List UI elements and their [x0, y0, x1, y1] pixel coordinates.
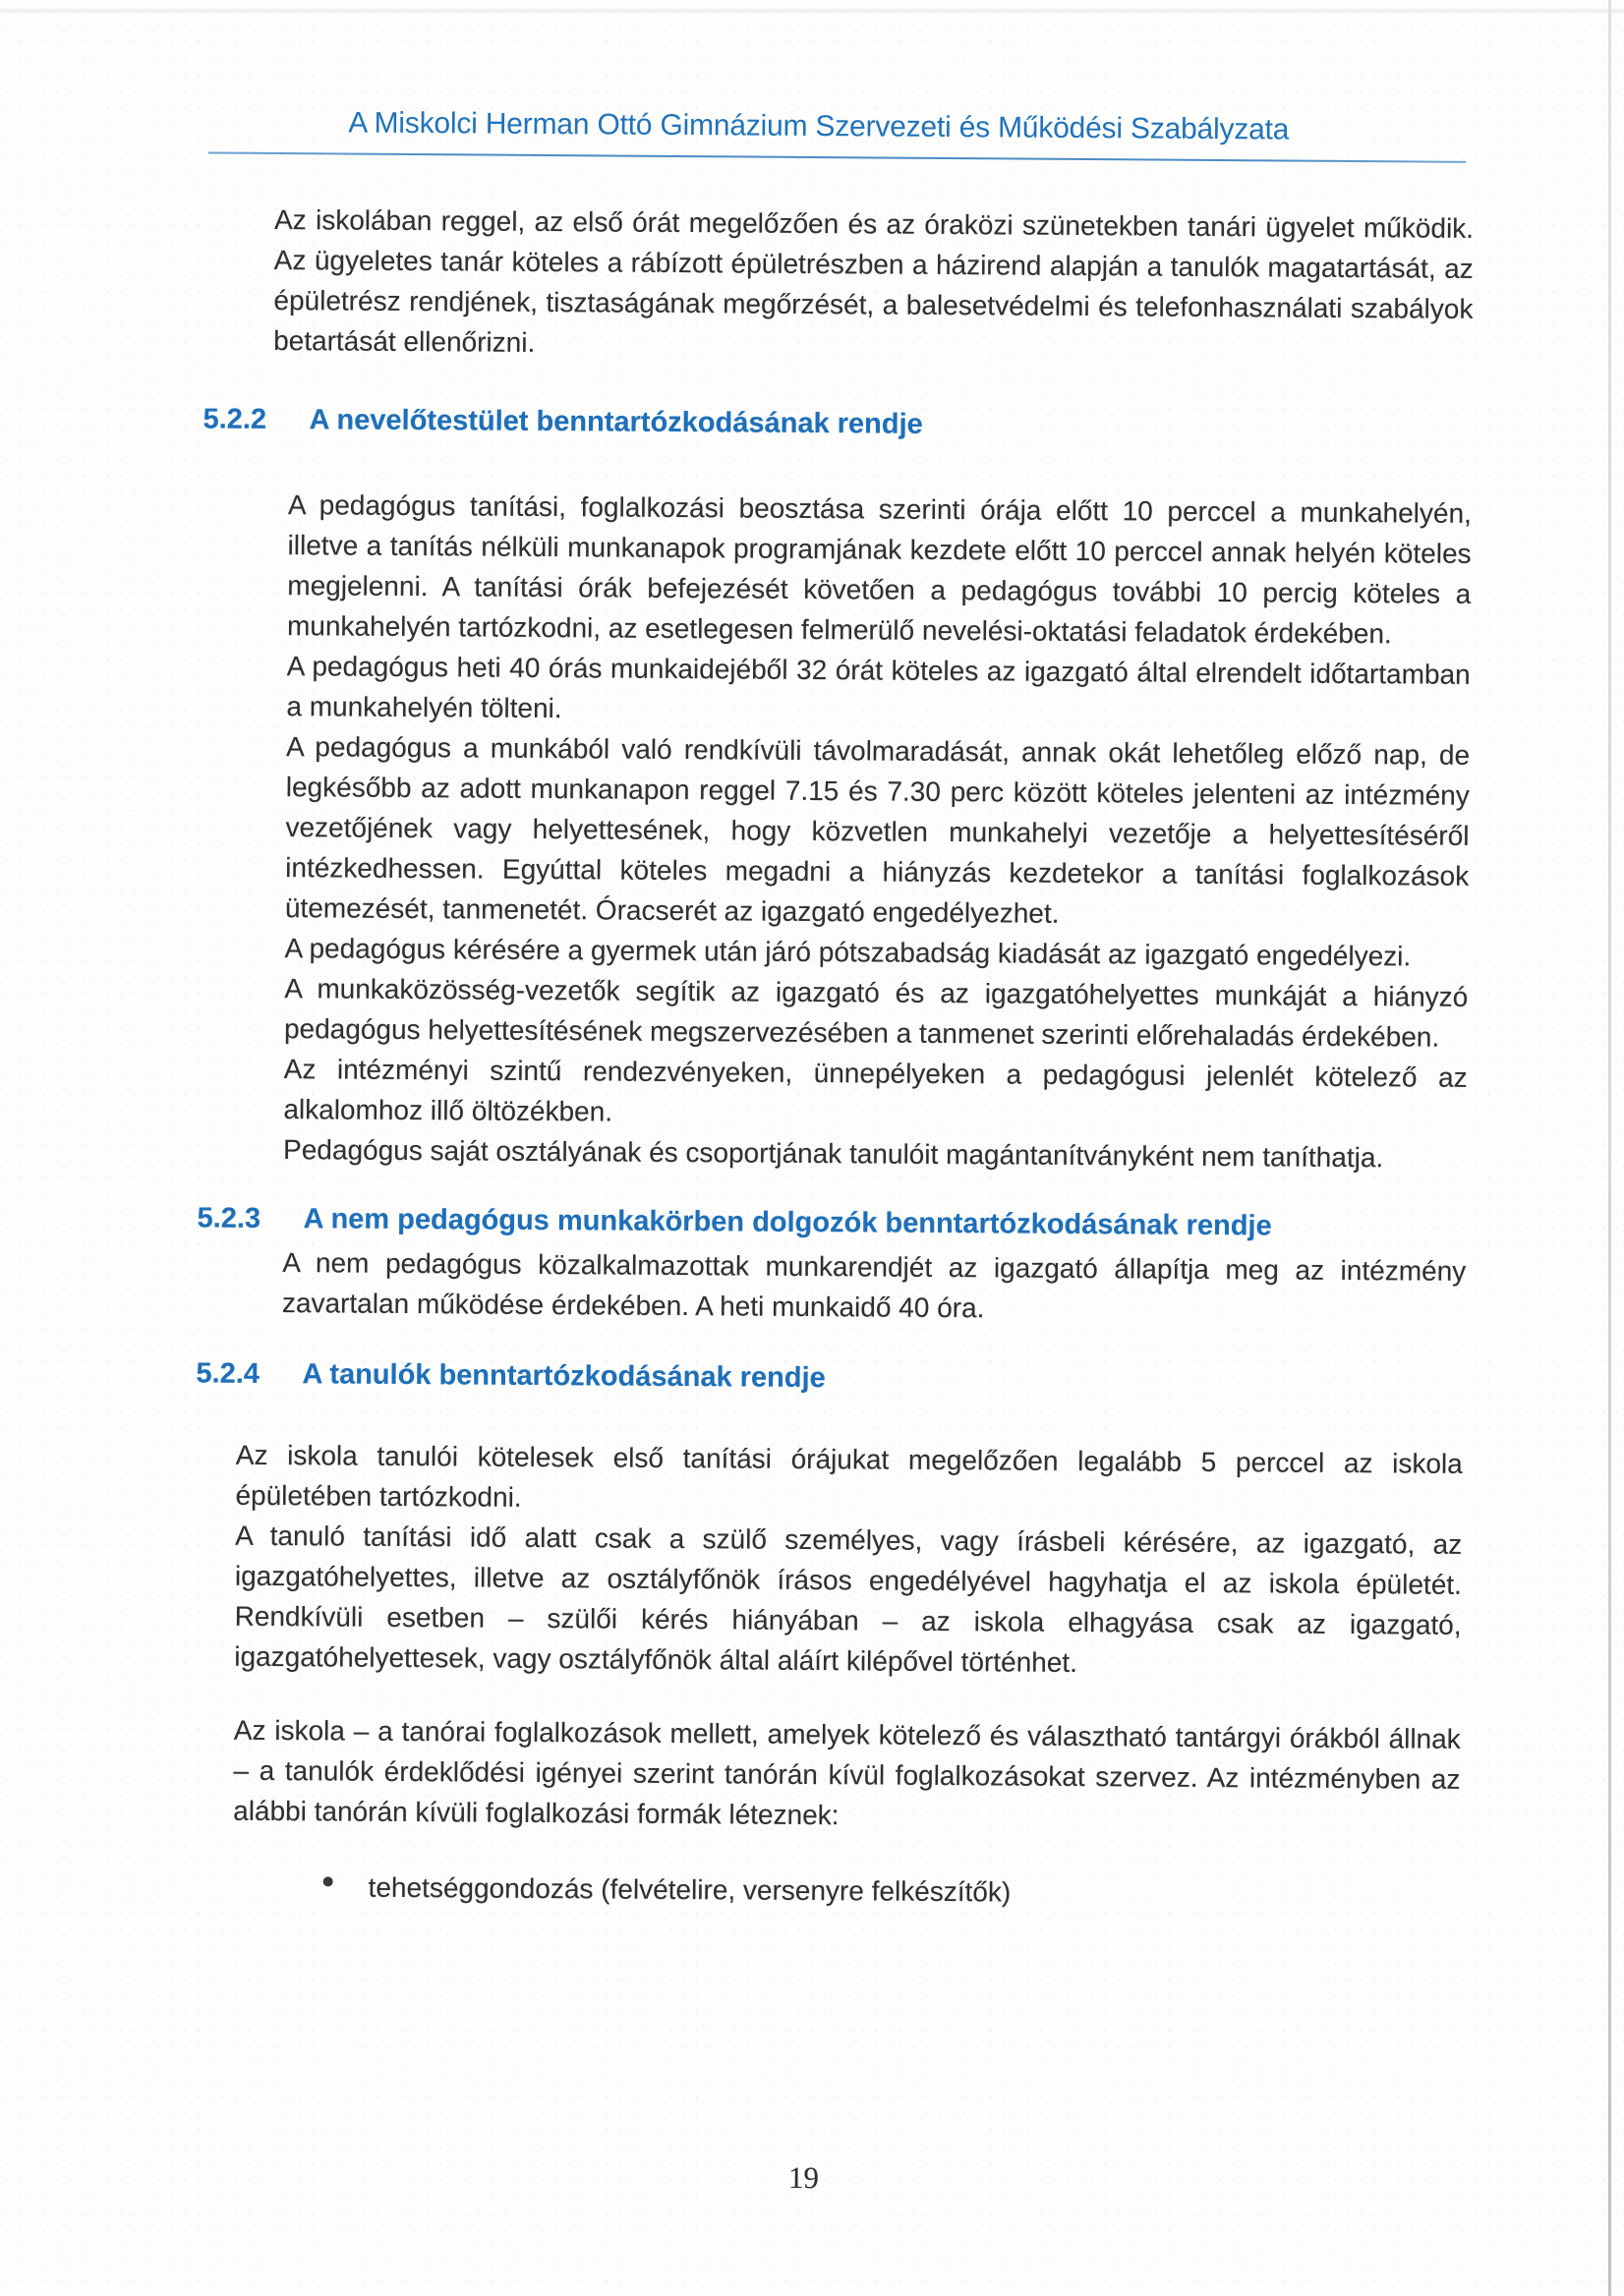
document-header-title: A Miskolci Herman Ottó Gimnázium Szervezeti és Működési Szabályzata	[348, 106, 1290, 146]
body-paragraph: Az iskola – a tanórai foglalkozások mellett, amelyek kötelező és választható tantárgyi órákból állnak – a tanulók érdeklődési igényei szerint tanórán kívül foglalkozásokat szervez. Az intézményben az alábbi tanórán kívüli foglalkozási formák léteznek:	[233, 1714, 1461, 1831]
section-body-5-2-2	[283, 485, 1472, 1178]
section-body-5-2-3	[282, 1242, 1467, 1332]
body-paragraph: A nem pedagógus közalkalmazottak munkarendjét az igazgató állapítja meg az intézmény zavartalan működése érdekében. A heti munkaidő 40 óra.	[281, 1247, 1467, 1324]
section-heading-5-2-4	[196, 1355, 1621, 1402]
scan-edge-top	[0, 9, 1624, 13]
body-paragraph: A tanuló tanítási idő alatt csak a szülő személyes, vagy írásbeli kérésére, az igazgató, az igazgatóhelyettes, illetve az osztályfőnök írásos engedélyével hagyhatja el az iskola épületét. Rendkívüli esetben – szülői kérés hiányában – az iskola elhagyása csak az igazgató, igazgatóhelyettesek, vagy osztályfőnök által aláírt kilépővel történhet.	[234, 1520, 1463, 1678]
section-title: A tanulók benntartózkodásának rendje	[302, 1358, 826, 1395]
bullet-list-item	[322, 1866, 1453, 1915]
scan-edge-right	[1608, 0, 1611, 2296]
body-paragraph: A munkaközösség-vezetők segítik az igazgató és az igazgatóhelyettes munkáját a hiányzó pedagógus helyettesítésének megszervezésében a tanmenet szerinti előrehaladás érdekében.	[283, 973, 1469, 1053]
body-paragraph: Az iskola tanulói kötelesek első tanítási órájukat megelőzően legalább 5 perccel az iskola épületében tartózkodni.	[235, 1439, 1463, 1513]
bullet-item-text: tehetséggondozás (felvételire, versenyre felkészítők)	[368, 1871, 1012, 1908]
page-number: 19	[787, 2159, 820, 2196]
section-heading-5-2-2	[203, 401, 1624, 447]
section-number: 5.2.4	[196, 1357, 261, 1390]
section-number: 5.2.2	[203, 403, 267, 435]
body-paragraph: Az intézményi szintű rendezvényeken, ünnepélyeken a pedagógusi jelenlét kötelező az alkalomhoz illő öltözékben.	[283, 1054, 1468, 1127]
intro-paragraph: Az iskolában reggel, az első órát megelőzően és az óraközi szünetekben tanári ügyelet működik. Az ügyeletes tanár köteles a rábízott épületrészben a házirend alapján a tanulók magatartását, az épületrész rendjének, tisztaságának megőrzését, a balesetvédelmi és telefonhasználati szabályok betartását ellenőrizni.	[273, 203, 1475, 358]
section-body-5-2-4	[233, 1435, 1463, 1840]
body-paragraph: A pedagógus kérésére a gyermek után járó pótszabadság kiadását az igazgató engedélyezi.	[284, 933, 1412, 972]
body-paragraph: Pedagógus saját osztályának és csoportjának tanulóit magántanítványként nem taníthatja.	[283, 1134, 1384, 1174]
section-number: 5.2.3	[197, 1202, 261, 1234]
title-underline-rule	[208, 151, 1467, 162]
body-paragraph: A pedagógus a munkából való rendkívüli távolmaradását, annak okát lehetőleg előző nap, de legkésőbb az adott munkanapon reggel 7.15 és 7.30 perc között köteles jelenteni az intézmény vezetőjének vagy helyettesének, hogy közvetlen munkahelyi vezetője a helyettesítéséről intézkedhessen. Egyúttal köteles megadni a hiányzás kezdetekor a tanítási foglalkozások ütemezését, tanmenetét. Óracserét az igazgató engedélyezhet.	[284, 731, 1471, 929]
section-heading-5-2-3	[197, 1200, 1622, 1246]
body-paragraph: A pedagógus tanítási, foglalkozási beosztása szerinti órája előtt 10 perccel a munkahelyén, illetve a tanítás nélküli munkanapok programjának kezdete előtt 10 perccel annak helyén köteles megjelenni. A tanítási órák befejezését követően a pedagógus további 10 percig köteles a munkahelyén tartózkodni, az esetlegesen felmerülő nevelési-oktatási feladatok érdekében.	[286, 489, 1473, 650]
section-title: A nem pedagógus munkakörben dolgozók benntartózkodásának rendje	[303, 1203, 1272, 1242]
section-title: A nevelőtestület benntartózkodásának rendje	[309, 404, 923, 440]
bullet-dot-icon	[323, 1876, 333, 1886]
body-paragraph: A pedagógus heti 40 órás munkaidejéből 32 órát köteles az igazgató által elrendelt időtartamban a munkahelyén tölteni.	[286, 651, 1471, 724]
